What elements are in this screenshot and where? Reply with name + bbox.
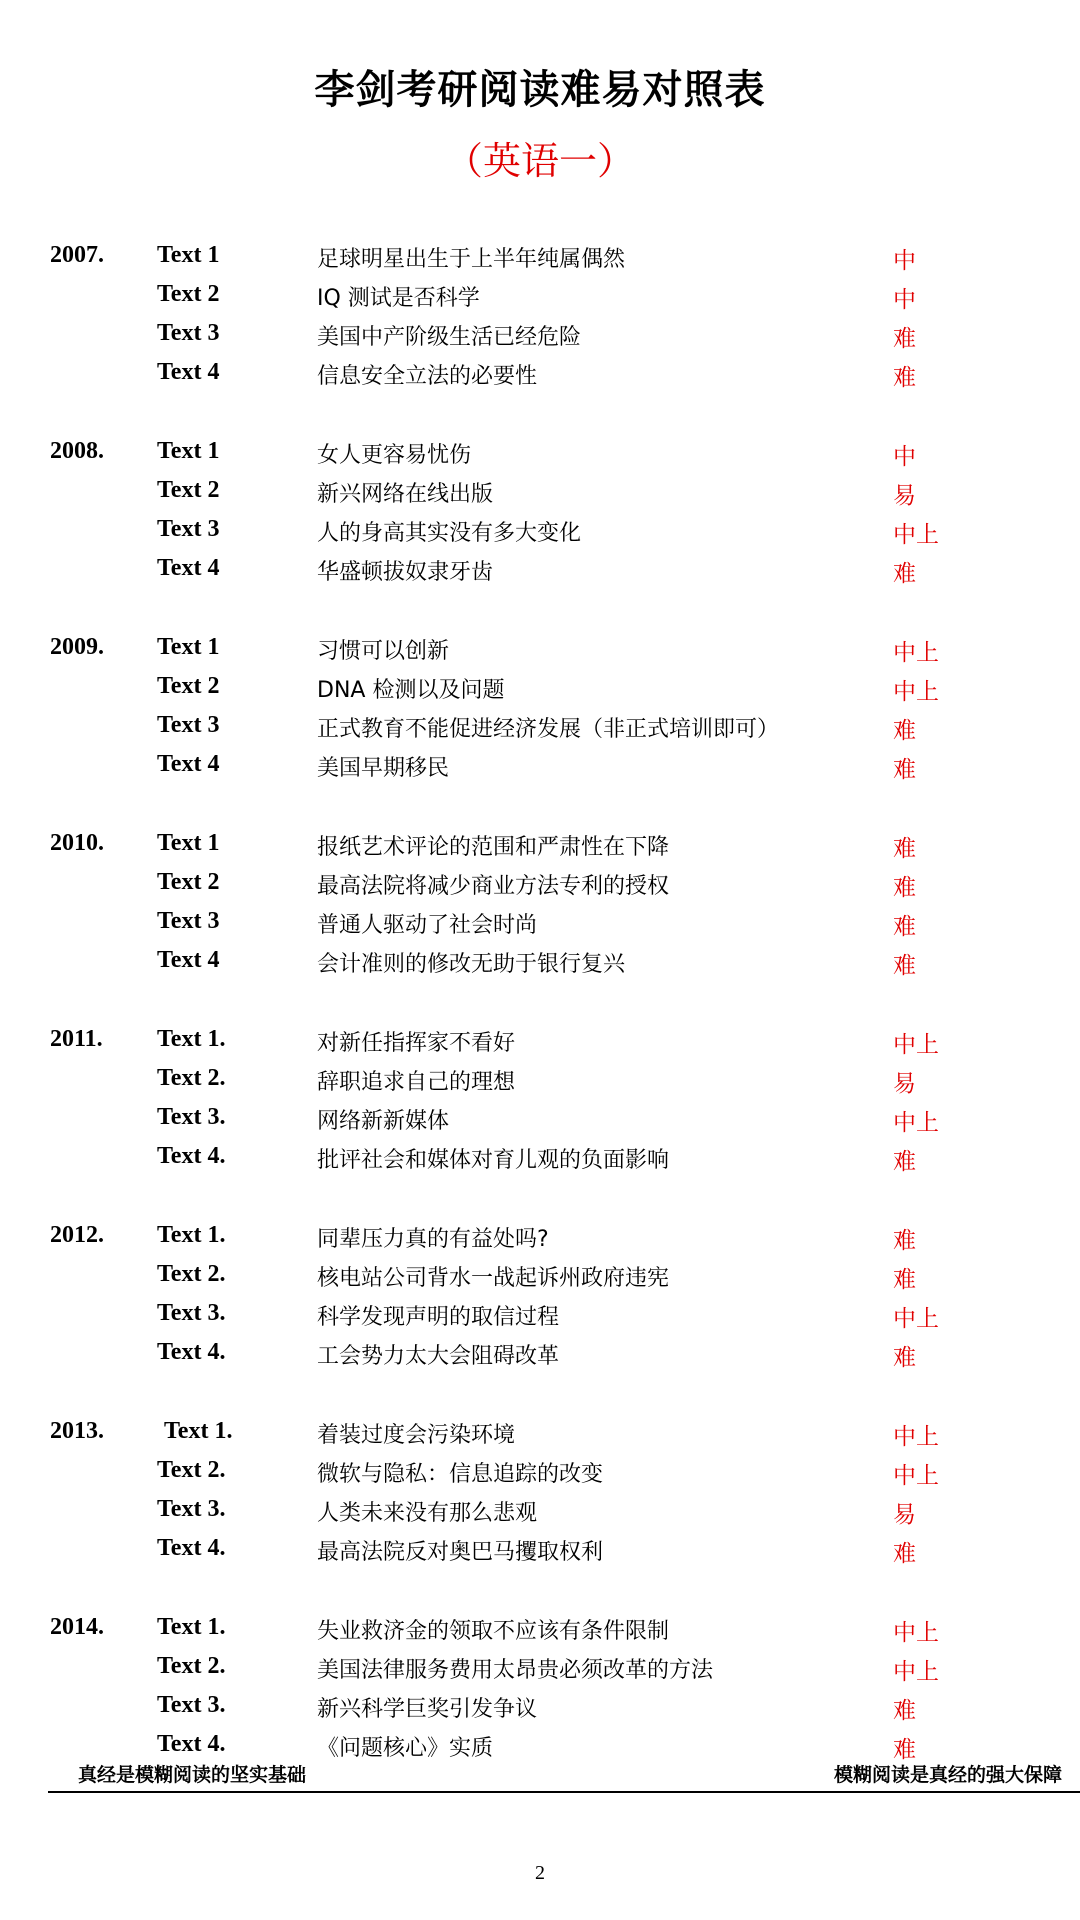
text-label: Text 1. [157,1026,226,1052]
table-row [50,826,1050,865]
text-label: Text 1. [164,1418,233,1444]
table-row [50,1531,1050,1570]
year-label: 2008. [50,438,104,464]
topic: 失业救济金的领取不应该有条件限制 [317,1619,670,1644]
page-number: 2 [535,1862,545,1884]
year-group-2013 [50,1414,1050,1610]
topic: 最高法院反对奥巴马攫取权利 [317,1540,604,1565]
difficulty: 易 [893,483,916,509]
difficulty: 难 [893,953,916,979]
difficulty: 易 [893,1502,916,1528]
topic: 习惯可以创新 [317,639,450,664]
year-label: 2009. [50,634,104,660]
difficulty: 中上 [893,1620,939,1646]
text-label: Text 1 [157,634,220,660]
text-label: Text 1. [157,1222,226,1248]
table-row [50,1061,1050,1100]
difficulty-table [50,238,1050,1806]
text-label: Text 3 [157,516,220,542]
topic: 科学发现声明的取信过程 [317,1305,560,1330]
topic: 《问题核心》实质 [317,1736,494,1761]
difficulty: 中 [893,287,916,313]
table-row [50,512,1050,551]
topic: 新兴科学巨奖引发争议 [317,1697,538,1722]
difficulty: 易 [893,1071,916,1097]
topic: 人的身高其实没有多大变化 [317,521,582,546]
table-row [50,1649,1050,1688]
difficulty: 中 [893,444,916,470]
difficulty: 难 [893,1228,916,1254]
table-row [50,865,1050,904]
difficulty: 难 [893,1737,916,1763]
table-row [50,1100,1050,1139]
text-label: Text 3 [157,712,220,738]
topic: 普通人驱动了社会时尚 [317,913,538,938]
text-label: Text 4. [157,1535,226,1561]
table-row [50,708,1050,747]
topic: DNA 检测以及问题 [317,678,505,703]
year-label: 2007. [50,242,104,268]
table-row [50,1335,1050,1374]
text-label: Text 3 [157,908,220,934]
text-label: Text 2. [157,1261,226,1287]
topic: 女人更容易忧伤 [317,443,472,468]
difficulty: 难 [893,836,916,862]
difficulty: 中上 [893,679,939,705]
page-subtitle: （英语一） [444,139,635,183]
text-label: Text 4. [157,1143,226,1169]
table-row [50,1453,1050,1492]
year-group-2011 [50,1022,1050,1218]
table-row [50,1296,1050,1335]
topic: 微软与隐私：信息追踪的改变 [317,1462,604,1487]
table-row [50,904,1050,943]
year-group-2010 [50,826,1050,1022]
difficulty: 中 [893,248,916,274]
difficulty: 中上 [893,1032,939,1058]
difficulty: 中上 [893,1463,939,1489]
text-label: Text 2 [157,673,220,699]
footer-left-slogan: 真经是模糊阅读的坚实基础 [78,1764,307,1786]
year-label: 2011. [50,1026,103,1052]
table-row [50,747,1050,786]
topic: 工会势力太大会阻碍改革 [317,1344,560,1369]
text-label: Text 2. [157,1457,226,1483]
year-group-2008 [50,434,1050,630]
year-label: 2013. [50,1418,104,1444]
text-label: Text 3. [157,1300,226,1326]
difficulty: 中上 [893,1659,939,1685]
year-label: 2012. [50,1222,104,1248]
difficulty: 难 [893,561,916,587]
page-title: 李剑考研阅读难易对照表 [314,67,766,113]
topic: 会计准则的修改无助于银行复兴 [317,952,626,977]
year-label: 2014. [50,1614,104,1640]
table-row [50,630,1050,669]
table-row [50,1492,1050,1531]
table-row [50,316,1050,355]
text-label: Text 4 [157,555,220,581]
topic: 美国法律服务费用太昂贵必须改革的方法 [317,1658,714,1683]
text-label: Text 4 [157,751,220,777]
topic: 美国早期移民 [317,756,450,781]
text-label: Text 1. [157,1614,226,1640]
table-row [50,1688,1050,1727]
text-label: Text 2 [157,477,220,503]
footer-divider [48,1791,1080,1793]
text-label: Text 3. [157,1692,226,1718]
text-label: Text 3. [157,1104,226,1130]
difficulty: 中上 [893,1110,939,1136]
difficulty: 难 [893,1149,916,1175]
difficulty: 中上 [893,522,939,548]
topic: 核电站公司背水一战起诉州政府违宪 [317,1266,670,1291]
topic: 报纸艺术评论的范围和严肃性在下降 [317,835,670,860]
text-label: Text 4 [157,947,220,973]
table-row [50,1218,1050,1257]
topic: 新兴网络在线出版 [317,482,494,507]
year-group-2012 [50,1218,1050,1414]
table-row [50,277,1050,316]
year-group-2009 [50,630,1050,826]
difficulty: 难 [893,757,916,783]
difficulty: 中上 [893,640,939,666]
difficulty: 中上 [893,1306,939,1332]
text-label: Text 3 [157,320,220,346]
difficulty: 难 [893,1345,916,1371]
table-row [50,238,1050,277]
text-label: Text 3. [157,1496,226,1522]
year-label: 2010. [50,830,104,856]
topic: IQ 测试是否科学 [317,286,480,311]
text-label: Text 4. [157,1731,226,1757]
difficulty: 难 [893,365,916,391]
topic: 信息安全立法的必要性 [317,364,538,389]
topic: 最高法院将减少商业方法专利的授权 [317,874,670,899]
text-label: Text 2 [157,281,220,307]
topic: 足球明星出生于上半年纯属偶然 [317,247,626,272]
text-label: Text 2. [157,1065,226,1091]
topic: 正式教育不能促进经济发展（非正式培训即可） [317,717,780,742]
text-label: Text 4. [157,1339,226,1365]
topic: 人类未来没有那么悲观 [317,1501,538,1526]
text-label: Text 1 [157,242,220,268]
difficulty: 中上 [893,1424,939,1450]
table-row [50,1610,1050,1649]
table-row [50,434,1050,473]
difficulty: 难 [893,1267,916,1293]
table-row [50,473,1050,512]
table-row [50,551,1050,590]
text-label: Text 1 [157,830,220,856]
difficulty: 难 [893,326,916,352]
table-row [50,1414,1050,1453]
topic: 网络新新媒体 [317,1109,450,1134]
topic: 同辈压力真的有益处吗? [317,1227,549,1252]
table-row [50,1022,1050,1061]
table-row [50,669,1050,708]
topic: 美国中产阶级生活已经危险 [317,325,582,350]
topic: 着装过度会污染环境 [317,1423,516,1448]
text-label: Text 4 [157,359,220,385]
table-row [50,1139,1050,1178]
footer-right-slogan: 模糊阅读是真经的强大保障 [833,1764,1062,1786]
difficulty: 难 [893,1541,916,1567]
table-row [50,355,1050,394]
topic: 华盛顿拔奴隶牙齿 [317,560,494,585]
topic: 辞职追求自己的理想 [317,1070,516,1095]
text-label: Text 2 [157,869,220,895]
difficulty: 难 [893,718,916,744]
year-group-2007 [50,238,1050,434]
topic: 批评社会和媒体对育儿观的负面影响 [317,1148,670,1173]
difficulty: 难 [893,1698,916,1724]
table-row [50,943,1050,982]
difficulty: 难 [893,914,916,940]
text-label: Text 1 [157,438,220,464]
difficulty: 难 [893,875,916,901]
topic: 对新任指挥家不看好 [317,1031,516,1056]
table-row [50,1257,1050,1296]
text-label: Text 2. [157,1653,226,1679]
